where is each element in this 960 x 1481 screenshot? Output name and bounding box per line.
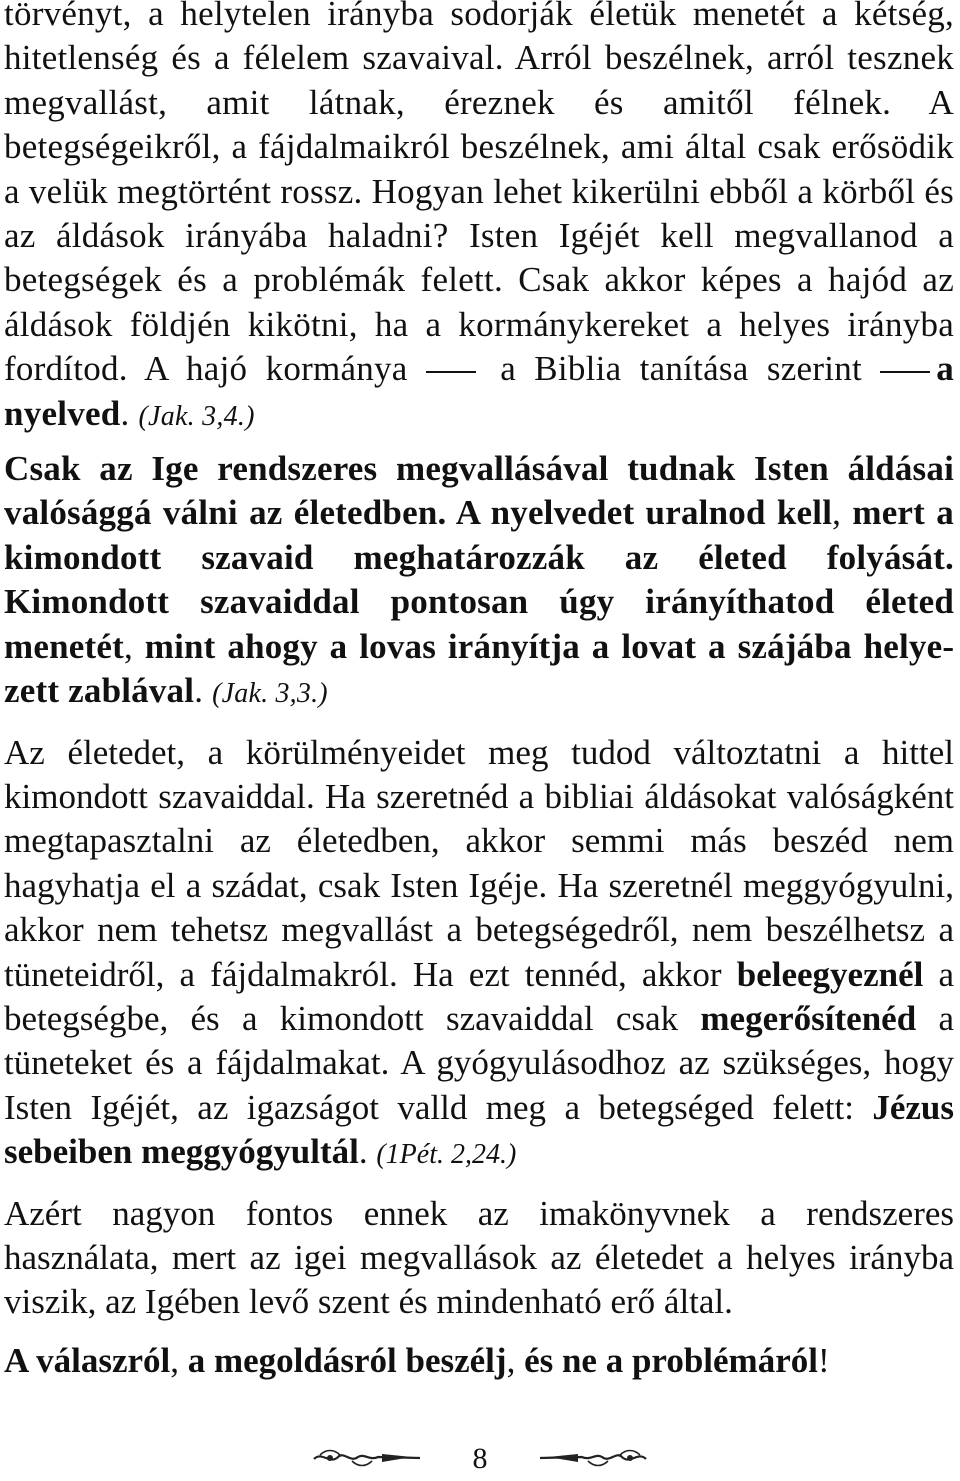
paragraph-2 bbox=[4, 447, 954, 716]
paragraph-3-text-2: a betegségbe, és a kimondott szavaiddal csak bbox=[4, 954, 954, 1038]
bold-phrase: a nyelved bbox=[4, 349, 954, 433]
bold-text-1: A válaszról bbox=[4, 1340, 171, 1380]
bold-text-1: Csak az Ige rendszeres megvallásával tudnak Isten áldásai valósággá válni az életedben. A nyelvedet uralnod kell bbox=[4, 449, 954, 533]
punctuation: . bbox=[120, 393, 139, 433]
scripture-reference: (Jak. 3,4.) bbox=[138, 400, 255, 432]
bold-word-beleegyeznel: beleegyeznél bbox=[736, 954, 924, 994]
bold-text-3: mint ahogy a lovas irányítja a lovat a szájába helyezett zablával bbox=[4, 626, 954, 711]
paragraph-3 bbox=[4, 731, 954, 1178]
bold-text-2: a megoldásról beszélj bbox=[187, 1340, 507, 1380]
bold-text-2: mert a kimondott szavaid meghatározzák az életed folyását. Kimondott szavaiddal pontosan úgy irányíthatod életed menetét bbox=[4, 493, 954, 666]
paragraph-3-text-3: a tüneteket és a fájdalmakat. A gyógyulásodhoz az szükséges, hogy Isten Igéjét, az igazságot valld meg a betegséged felett: bbox=[4, 998, 954, 1127]
paragraph-1-text-2: a Biblia tanítása szerint bbox=[481, 349, 881, 389]
paragraph-4 bbox=[4, 1192, 954, 1325]
bold-phrase-jezus: Jézus sebeiben meggyógyultál bbox=[4, 1087, 954, 1172]
bold-text-3: és ne a problémáról bbox=[524, 1340, 818, 1380]
em-dash-rule bbox=[880, 371, 930, 373]
paragraph-4-text: Azért nagyon fontos ennek az imakönyvnek a rendszeres használata, mert az igei megvallások az életedet a helyes irányba viszik, az Igében levő szent és mindenható erő által. bbox=[4, 1193, 954, 1322]
punctuation: , bbox=[506, 1340, 525, 1380]
paragraph-1 bbox=[4, 0, 954, 439]
punctuation: , bbox=[170, 1340, 188, 1380]
right-ornament-icon bbox=[538, 1445, 648, 1471]
em-dash-rule bbox=[426, 371, 476, 373]
punctuation: , bbox=[123, 626, 145, 666]
paragraph-1-text: törvényt, a helytelen irányba sodorják életük menetét a kétség, hitetlenség és a félelem szavaival. Arról beszélnek, arról tesznek megvallást, amit látnak, éreznek és amitől félnek. A betegségeikről, a fájdalmaikról beszélnek, ami által csak erősödik a velük megtörtént rossz. Hogyan lehet kikerülni ebből a körből és az áldások irányába haladni? Isten Igéjét kell megvallanod a betegségek és a problémák felett. Csak akkor képes a hajód az áldások földjén kikötni, ha a kormánykereket a helyes irányba fordítod. A hajó kormánya bbox=[4, 0, 954, 389]
punctuation: . bbox=[194, 671, 213, 711]
paragraph-3-text-1: Az életedet, a körülményeidet meg tudod változtatni a hittel kimondott szavaiddal. Ha szeretnéd a bibliai áldásokat valóságként megtapasztalni az életedben, akkor semmi más beszéd nem hagyhatja el a szádat, csak Isten Igéje. Ha szeretnél meggyógyulni, akkor nem tehetsz megvallást a betegségedről, nem beszélhetsz a tüneteidről, a fájdalmakról. Ha ezt tennéd, akkor bbox=[4, 732, 954, 994]
punctuation: . bbox=[358, 1132, 377, 1172]
page-number: 8 bbox=[472, 1442, 488, 1475]
bold-word-megerositeneed: megerősítenéd bbox=[700, 998, 917, 1038]
punctuation: ! bbox=[817, 1340, 830, 1380]
document-page bbox=[4, 0, 954, 1383]
paragraph-5 bbox=[4, 1339, 954, 1383]
scripture-reference: (Jak. 3,3.) bbox=[212, 678, 328, 710]
punctuation: , bbox=[832, 493, 853, 533]
scripture-reference: (1Pét. 2,24.) bbox=[376, 1139, 517, 1171]
